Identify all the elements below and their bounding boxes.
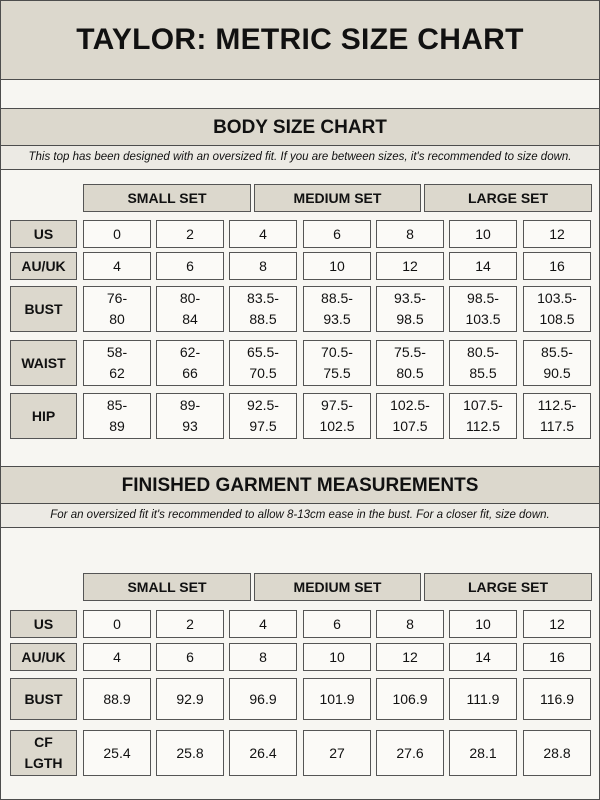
table-cell: 12 [523, 220, 591, 248]
table-cell: 103.5- 108.5 [523, 286, 591, 332]
table-cell: 106.9 [376, 678, 444, 720]
table-cell: 4 [229, 610, 297, 638]
table-cell: 4 [83, 252, 151, 280]
table-cell: 65.5- 70.5 [229, 340, 297, 386]
table-cell: 4 [83, 643, 151, 671]
table-cell: 107.5- 112.5 [449, 393, 517, 439]
table-cell: 98.5- 103.5 [449, 286, 517, 332]
spacer-band [1, 80, 599, 109]
row-label: WAIST [10, 340, 77, 386]
garment-chart-title: FINISHED GARMENT MEASUREMENTS [1, 466, 599, 504]
table-cell: 83.5- 88.5 [229, 286, 297, 332]
row-label: HIP [10, 393, 77, 439]
table-cell: 112.5- 117.5 [523, 393, 591, 439]
size-group-header: MEDIUM SET [254, 184, 421, 212]
table-cell: 111.9 [449, 678, 517, 720]
table-cell: 102.5- 107.5 [376, 393, 444, 439]
table-cell: 89- 93 [156, 393, 224, 439]
table-cell: 16 [523, 643, 591, 671]
table-cell: 93.5- 98.5 [376, 286, 444, 332]
body-size-table [1, 170, 599, 466]
table-cell: 6 [156, 252, 224, 280]
table-cell: 25.8 [156, 730, 224, 776]
garment-measurements-table [1, 528, 599, 778]
table-cell: 14 [449, 643, 517, 671]
table-cell: 0 [83, 610, 151, 638]
size-group-header: SMALL SET [83, 573, 251, 601]
table-cell: 80.5- 85.5 [449, 340, 517, 386]
table-cell: 12 [523, 610, 591, 638]
table-cell: 58- 62 [83, 340, 151, 386]
page-title: TAYLOR: METRIC SIZE CHART [1, 1, 599, 80]
table-cell: 16 [523, 252, 591, 280]
size-group-header: LARGE SET [424, 573, 592, 601]
table-cell: 10 [303, 252, 371, 280]
table-cell: 75.5- 80.5 [376, 340, 444, 386]
table-cell: 6 [303, 220, 371, 248]
table-cell: 2 [156, 610, 224, 638]
row-label: US [10, 220, 77, 248]
table-cell: 26.4 [229, 730, 297, 776]
table-cell: 27.6 [376, 730, 444, 776]
row-label: CF LGTH [10, 730, 77, 776]
table-cell: 85- 89 [83, 393, 151, 439]
table-cell: 116.9 [523, 678, 591, 720]
row-label: AU/UK [10, 643, 77, 671]
table-cell: 70.5- 75.5 [303, 340, 371, 386]
table-cell: 6 [156, 643, 224, 671]
table-cell: 80- 84 [156, 286, 224, 332]
table-cell: 62- 66 [156, 340, 224, 386]
table-cell: 85.5- 90.5 [523, 340, 591, 386]
body-chart-title: BODY SIZE CHART [1, 109, 599, 146]
table-cell: 10 [303, 643, 371, 671]
row-label: US [10, 610, 77, 638]
table-cell: 96.9 [229, 678, 297, 720]
row-label: BUST [10, 286, 77, 332]
body-chart-note: This top has been designed with an oversized fit. If you are between sizes, it's recommended to size down. [1, 146, 599, 170]
table-cell: 4 [229, 220, 297, 248]
table-cell: 2 [156, 220, 224, 248]
table-cell: 28.1 [449, 730, 517, 776]
size-group-header: LARGE SET [424, 184, 592, 212]
table-cell: 10 [449, 610, 517, 638]
table-cell: 8 [376, 610, 444, 638]
table-cell: 27 [303, 730, 371, 776]
table-cell: 8 [229, 252, 297, 280]
table-cell: 92.5- 97.5 [229, 393, 297, 439]
table-cell: 8 [376, 220, 444, 248]
table-cell: 88.9 [83, 678, 151, 720]
table-cell: 101.9 [303, 678, 371, 720]
table-cell: 12 [376, 252, 444, 280]
table-cell: 97.5- 102.5 [303, 393, 371, 439]
size-group-header: MEDIUM SET [254, 573, 421, 601]
table-cell: 10 [449, 220, 517, 248]
table-cell: 28.8 [523, 730, 591, 776]
table-cell: 8 [229, 643, 297, 671]
size-group-header: SMALL SET [83, 184, 251, 212]
table-cell: 76- 80 [83, 286, 151, 332]
row-label: BUST [10, 678, 77, 720]
table-cell: 88.5- 93.5 [303, 286, 371, 332]
table-cell: 0 [83, 220, 151, 248]
table-cell: 14 [449, 252, 517, 280]
table-cell: 12 [376, 643, 444, 671]
table-cell: 6 [303, 610, 371, 638]
garment-chart-note: For an oversized fit it's recommended to allow 8-13cm ease in the bust. For a closer fit, size down. [1, 504, 599, 528]
table-cell: 25.4 [83, 730, 151, 776]
row-label: AU/UK [10, 252, 77, 280]
table-cell: 92.9 [156, 678, 224, 720]
